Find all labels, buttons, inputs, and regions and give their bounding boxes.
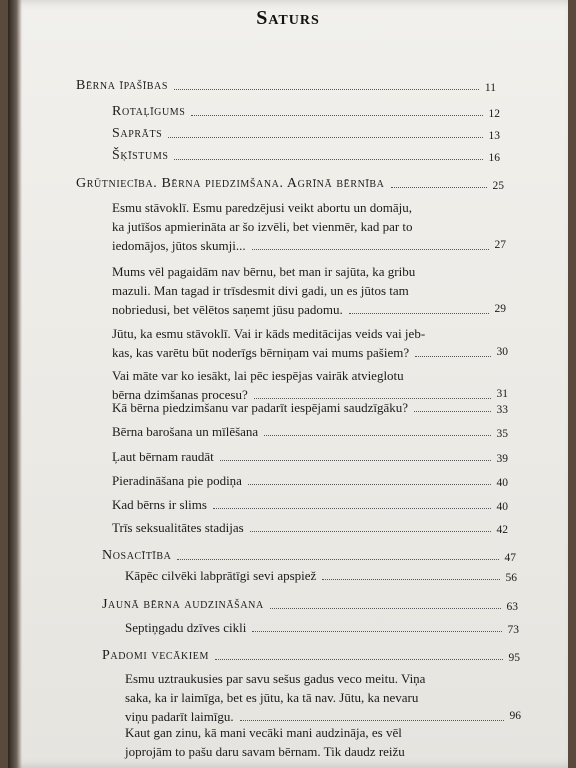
question-line: joprojām to pašu daru savam bērnam. Tik daudz reižu [125,744,405,759]
dot-leader [213,507,491,509]
dot-leader [168,136,482,138]
toc-question [112,366,508,404]
toc-question [112,262,506,319]
toc-entry-title: Kā bērna piedzimšanu var padarīt iespējami saudzīgāku? [112,400,408,415]
question-line: kas, kas varētu būt noderīgs bērniņam vai mums pašiem? [112,345,410,360]
question-line: viņu padarīt laimīgu. [125,709,234,724]
question-line: Esmu stāvoklī. Esmu paredzējusi veikt abortu un domāju, [112,200,413,215]
toc-entry-page: 25 [492,180,504,192]
question-line: Kaut gan zinu, kā mani vecāki mani audzināja, es vēl [125,725,402,740]
question-line: Jūtu, ka esmu stāvoklī. Vai ir kāds meditācijas veids vai jeb- [112,326,426,341]
toc-entry [76,78,496,94]
dot-leader [414,410,491,412]
toc-entry [112,497,508,513]
toc-entry-page: 16 [488,152,500,164]
toc-entry-page: 27 [494,239,506,251]
question-line: Esmu uztraukusies par savu sešus gadus veco meitu. Viņa [125,671,426,686]
toc-entry-page: 13 [488,130,500,142]
toc-entry-page: 63 [506,601,518,613]
toc-entry-title: Padomi vecākiem [102,648,209,663]
toc-entry-page: 40 [496,501,508,513]
dot-leader [177,558,498,560]
page-title: Saturs [256,7,320,29]
toc-entry [125,620,519,636]
dot-leader [220,459,491,461]
dot-leader [215,658,503,660]
dot-leader [415,355,490,357]
toc-question [125,723,521,761]
dot-leader [252,248,489,250]
toc-entry [102,597,518,613]
question-last-line [112,236,506,255]
toc-entry-page: 42 [496,524,508,536]
toc-entry-page: 56 [505,572,517,584]
toc-entry [112,449,508,465]
toc-entry-page: 12 [488,108,500,120]
dot-leader [250,530,491,532]
toc-entry-page: 29 [494,303,506,315]
toc-entry-title: Trīs seksualitātes stadijas [112,520,244,535]
table-of-contents [8,0,568,768]
toc-entry-title: Pieradināšana pie podiņa [112,473,242,488]
toc-entry-title: Septiņgadu dzīves cikli [125,620,247,635]
toc-entry-title: Šķīstums [112,148,169,163]
toc-entry-page: 95 [508,652,520,664]
dot-leader [240,719,504,721]
book-page [8,0,568,768]
toc-entry-title: Kāpēc cilvēki labprātīgi sevi apspiež [125,568,317,583]
toc-entry-page: 40 [496,477,508,489]
toc-entry [102,648,520,664]
toc-entry-title: Bērna barošana un mīlēšana [112,424,259,439]
toc-entry-page: 96 [509,710,521,722]
toc-entry-title: Bērna īpašības [76,78,168,93]
dot-leader [264,434,490,436]
dot-leader [174,88,479,90]
toc-entry-page: 73 [507,624,519,636]
toc-entry-page: 30 [496,346,508,358]
dot-leader [270,607,501,609]
toc-entry-title: Saprāts [112,126,163,141]
toc-entry-page: 31 [496,388,508,400]
toc-entry-page: 39 [496,453,508,465]
question-line: mazuli. Man tagad ir trīsdesmit divi gadi, un es jūtos tam [112,283,409,298]
toc-question [125,669,521,726]
dot-leader [322,578,499,580]
toc-entry-title: Ļaut bērnam raudāt [112,449,214,464]
dot-leader [254,397,491,399]
toc-entry [112,424,508,440]
question-line: Vai māte var ko iesākt, lai pēc iespējas vairāk atvieglotu [112,368,404,383]
toc-question [112,198,506,255]
question-line: saka, ka ir laimīga, bet es jūtu, ka tā nav. Jūtu, ka nevaru [125,690,419,705]
question-last-line [112,300,506,319]
toc-entry-title: Rotaļīgums [112,104,186,119]
question-last-line [112,343,508,362]
toc-entry [125,568,517,584]
toc-entry [112,126,500,142]
toc-entry-title: Grūtniecība. Bērna piedzimšana. Agrīnā bērnība [76,176,385,191]
dot-leader [349,312,489,314]
question-line: iedomājos, jūtos skumji... [112,238,246,253]
dot-leader [248,483,491,485]
toc-entry-title: Jaunā bērna audzināšana [102,597,264,612]
toc-question [112,324,508,362]
dot-leader [391,186,487,188]
toc-entry [112,400,508,416]
toc-entry-page: 47 [504,552,516,564]
toc-entry [76,176,504,192]
question-line: Mums vēl pagaidām nav bērnu, bet man ir sajūta, ka gribu [112,264,416,279]
toc-entry-title: Kad bērns ir slims [112,497,207,512]
toc-entry-page: 33 [496,404,508,416]
question-line: bērna dzimšanas procesu? [112,387,248,402]
dot-leader [191,114,482,116]
toc-entry-page: 11 [484,82,496,94]
dot-leader [252,630,501,632]
question-line: nobriedusi, bet vēlētos saņemt jūsu padomu. [112,302,343,317]
toc-entry [112,104,500,120]
toc-entry [112,148,500,164]
dot-leader [174,158,482,160]
toc-entry-page: 35 [496,428,508,440]
toc-entry [112,473,508,489]
toc-entry [102,548,516,564]
toc-entry [112,520,508,536]
toc-entry-title: Nosacītība [102,548,172,563]
question-line: ka jutīšos apmierināta ar šo izvēli, bet vienmēr, kad par to [112,219,413,234]
